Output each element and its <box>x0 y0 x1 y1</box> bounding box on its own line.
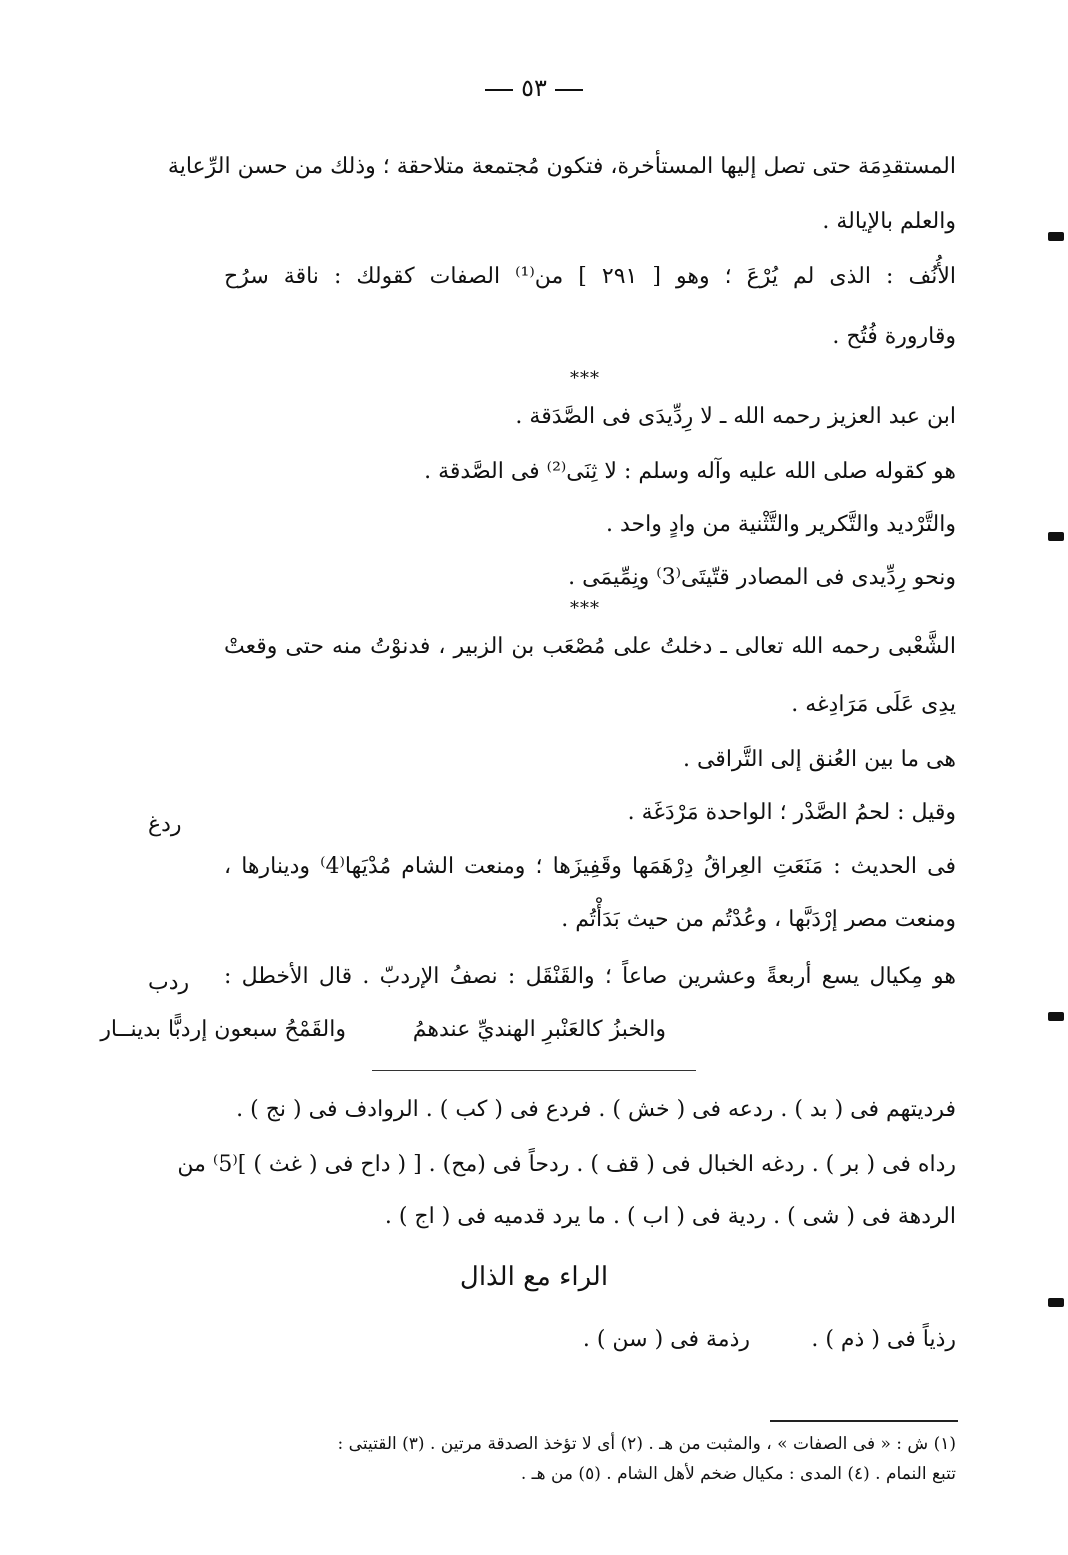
crossref-line: رداه فى ( بر ) . ردغه الخبال فى ( قف ) . ردحاً فى (مح) . [ ( داح فى ( غث ) ]⁽5⁾ من <box>177 1152 956 1177</box>
verse-second-hemistich: والقَمْحُ سبعون إردبًّا بدينــار <box>100 1017 346 1042</box>
page-edge-mark <box>1048 532 1064 541</box>
margin-note: ردب <box>148 970 190 995</box>
crossref-line: فرديتهم فى ( بد ) . ردعه فى ( خش ) . فردع فى ( كب ) . الروادف فى ( نج ) . <box>236 1097 956 1122</box>
page-edge-mark <box>1048 1012 1064 1021</box>
crossref-line: الردهة فى ( شى ) . ردية فى ( اب ) . ما يرد قدميه فى ( اج ) . <box>384 1204 956 1229</box>
text-line: والعلم بالإيالة . <box>822 209 956 234</box>
text-line: والتَّرْديد والتَّكرير والتَّثْنية من وادٍ واحد . <box>605 512 956 537</box>
text-line: هى ما بين العُنق إلى التَّراقى . <box>682 747 956 772</box>
text-line: المستقدِمَة حتى تصل إليها المستأخرة، فتكون مُجتمعة متلاحقة ؛ وذلك من حسن الرِّعاية <box>167 154 956 179</box>
footnote-line: (١) ش : « فى الصفات » ، والمثبت من هـ . (٢) أى لا تؤخذ الصدقة مرتين . (٣) القتيتى : <box>337 1434 956 1454</box>
section-separator: *** <box>570 368 600 389</box>
section-separator: *** <box>570 598 600 619</box>
divider-line <box>372 1070 696 1071</box>
text-line: ومنعت مصر إرْدَبَّها ، وعُدْتُم من حيث بَدَأْتُم . <box>561 907 956 932</box>
text-line: ونحو رِدِّيدى فى المصادر قتّيتَى⁽3⁾ ونِمِّيمَى . <box>568 565 956 590</box>
footnote-rule <box>770 1420 958 1422</box>
crossref-first: رذياً فى ( ذم ) . <box>811 1327 956 1352</box>
footnote-line: تتبع النمام . (٤) المدى : مكيال ضخم لأهل الشام . (٥) من هـ . <box>520 1464 956 1484</box>
text-line: وقارورة فُتُح . <box>832 324 956 349</box>
dash-left <box>485 89 513 91</box>
text-line: هو مِكيال يسع أربعةً وعشرين صاعاً ؛ والقَنْقَل : نصفُ الإردبّ . قال الأخطل : <box>224 964 956 989</box>
text-line: الشَّعْبى رحمه الله تعالى ـ دخلتُ على مُصْعَب بن الزبير ، فدنوْتُ منه حتى وقعتْ <box>224 634 956 659</box>
text-line: ابن عبد العزيز رحمه الله ـ لا رِدِّيدَى فى الصَّدَقة . <box>515 404 956 429</box>
page-number-text: ٥٣ <box>521 74 547 102</box>
page-edge-mark <box>1048 232 1064 241</box>
crossref-second: رذمة فى ( سن ) . <box>582 1327 750 1352</box>
page-edge-mark <box>1048 1298 1064 1307</box>
page-number <box>0 74 1068 102</box>
text-line: هو كقوله صلى الله عليه وآله وسلم : لا ثِنَى⁽²⁾ فى الصَّدقة . <box>424 459 956 484</box>
text-line: فى الحديث : مَنَعَتِ العِراقُ دِرْهَمَها وقَفِيزَها ؛ ومنعت الشام مُدْيَها⁽4⁾ ودينارها ، <box>224 854 956 879</box>
text-line: وقيل : لحمُ الصَّدْر ؛ الواحدة مَرْدَغَة . <box>627 800 956 825</box>
section-heading: الراء مع الذال <box>459 1262 609 1292</box>
text-line: الأُنُف : الذى لم يُرْعَ ؛ وهو [ ٢٩١ ] من⁽¹⁾ الصفات كقولك : ناقة سرُح <box>224 264 956 289</box>
verse-first-hemistich: والخبزُ كالعَنْبرِ الهنديِّ عندهمُ <box>412 1017 666 1042</box>
margin-note: ردغ <box>148 812 182 837</box>
text-line: يدِى عَلَى مَرَادِغه . <box>791 692 956 717</box>
dash-right <box>555 89 583 91</box>
